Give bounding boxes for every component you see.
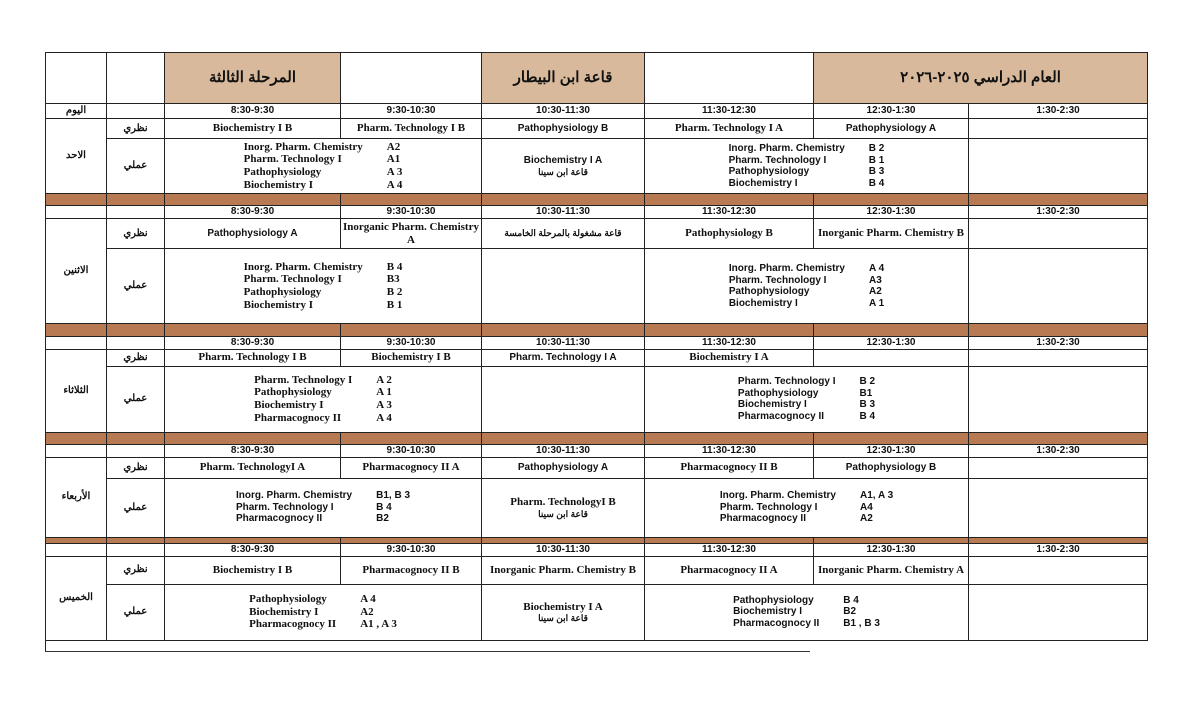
practical-entry bbox=[727, 606, 886, 618]
practical-entry bbox=[248, 412, 398, 425]
practical-entry bbox=[732, 376, 881, 388]
course-name: Biochemistry I bbox=[733, 606, 802, 618]
theory-class bbox=[969, 219, 1148, 249]
practical-midday bbox=[482, 584, 645, 640]
theory-class: Biochemistry I B bbox=[165, 119, 341, 139]
separator-cell bbox=[107, 432, 165, 444]
practical-label: عملي bbox=[107, 366, 165, 432]
practical-entry bbox=[732, 399, 881, 411]
theory-class: Biochemistry I A bbox=[645, 349, 814, 366]
time-slot: 1:30-2:30 bbox=[969, 337, 1148, 350]
day-separator bbox=[46, 432, 1148, 444]
practical-entry bbox=[230, 502, 416, 514]
practical-entry bbox=[732, 388, 881, 400]
practical-group-list bbox=[723, 263, 890, 309]
practical-row bbox=[46, 366, 1148, 432]
empty-cell bbox=[46, 337, 107, 350]
practical-group-list bbox=[714, 490, 899, 525]
practical-row bbox=[46, 478, 1148, 537]
group-code: A4 bbox=[859, 501, 873, 513]
theory-class: Pharm. Technology I A bbox=[645, 119, 814, 139]
practical-entry bbox=[723, 263, 890, 275]
empty-cell bbox=[969, 249, 1148, 324]
practical-entry bbox=[727, 595, 886, 607]
course-name: Pathophysiology bbox=[243, 166, 322, 178]
practical-entry bbox=[248, 374, 398, 387]
theory-class bbox=[969, 556, 1148, 584]
separator-cell bbox=[341, 324, 482, 337]
separator-cell bbox=[814, 432, 969, 444]
theory-class: Pharmacognocy II B bbox=[341, 556, 482, 584]
practical-group-list bbox=[243, 593, 403, 631]
practical-entry bbox=[732, 411, 881, 423]
day-separator bbox=[46, 194, 1148, 206]
practical-entry bbox=[727, 618, 886, 630]
group-code: A2 bbox=[386, 140, 401, 153]
practical-morning bbox=[165, 584, 482, 640]
theory-class: Pathophysiology A bbox=[165, 219, 341, 249]
time-slot: 9:30-10:30 bbox=[341, 206, 482, 219]
group-code: A 1 bbox=[868, 297, 885, 309]
time-slot: 10:30-11:30 bbox=[482, 104, 645, 119]
course-name: Pharmacognocy II bbox=[249, 618, 337, 631]
room-name: قاعة ابن سينا bbox=[538, 166, 588, 177]
theory-label: نظري bbox=[107, 457, 165, 478]
group-code: B 2 bbox=[386, 286, 403, 298]
time-slot: 1:30-2:30 bbox=[969, 104, 1148, 119]
course-name: Inorg. Pharm. Chemistry bbox=[235, 490, 353, 502]
course-name: Biochemistry I bbox=[249, 605, 319, 618]
header-empty-cell bbox=[107, 53, 165, 104]
theory-class: قاعة مشغولة بالمرحلة الخامسة bbox=[482, 219, 645, 249]
empty-cell bbox=[107, 206, 165, 219]
time-slot: 8:30-9:30 bbox=[165, 337, 341, 350]
time-row bbox=[46, 543, 1148, 556]
practical-group-list bbox=[238, 141, 409, 192]
practical-group-list bbox=[248, 374, 398, 425]
theory-class: Pharmacognocy II A bbox=[341, 457, 482, 478]
practical-midday bbox=[482, 478, 645, 537]
theory-row bbox=[46, 457, 1148, 478]
empty-cell bbox=[46, 444, 107, 457]
time-slot: 11:30-12:30 bbox=[645, 337, 814, 350]
separator-cell bbox=[482, 194, 645, 206]
theory-label: نظري bbox=[107, 119, 165, 139]
practical-entry bbox=[243, 606, 403, 619]
theory-class: Pathophysiology B bbox=[482, 119, 645, 139]
group-code: B 2 bbox=[868, 143, 885, 154]
separator-cell bbox=[645, 324, 814, 337]
practical-afternoon bbox=[645, 584, 969, 640]
day-name: الثلاثاء bbox=[46, 349, 107, 432]
group-code: B 4 bbox=[868, 177, 885, 189]
group-code: A 3 bbox=[386, 166, 403, 178]
practical-label: عملي bbox=[107, 249, 165, 324]
course-name: Pharmacognocy II bbox=[254, 411, 342, 424]
course-name: Biochemistry I bbox=[737, 399, 807, 410]
course-name: Pathophysiology bbox=[737, 387, 819, 399]
theory-class bbox=[969, 457, 1148, 478]
practical-row bbox=[46, 139, 1148, 194]
practical-entry bbox=[723, 178, 891, 190]
course-name: Pharm. Technology I bbox=[243, 153, 342, 166]
hall-title: قاعة ابن البيطار bbox=[482, 53, 645, 104]
course-name: Pathophysiology bbox=[254, 386, 332, 399]
course-name: Biochemistry I bbox=[243, 298, 313, 311]
practical-row bbox=[46, 249, 1148, 324]
practical-entry bbox=[714, 490, 899, 502]
separator-cell bbox=[645, 194, 814, 206]
time-row bbox=[46, 337, 1148, 350]
day-name: الاحد bbox=[46, 119, 107, 194]
practical-entry bbox=[238, 286, 409, 299]
group-code: A1 bbox=[386, 153, 401, 166]
group-code: A1, A 3 bbox=[859, 490, 894, 502]
practical-entry bbox=[238, 273, 409, 286]
separator-cell bbox=[814, 194, 969, 206]
group-code: A 4 bbox=[376, 411, 392, 424]
course-name: Pharmacognocy II bbox=[737, 410, 825, 422]
practical-entry bbox=[248, 386, 398, 399]
header-empty-cell bbox=[341, 53, 482, 104]
group-code: A 4 bbox=[868, 263, 885, 274]
practical-entry bbox=[723, 298, 890, 310]
separator-cell bbox=[482, 324, 645, 337]
practical-entry bbox=[714, 513, 899, 525]
theory-class bbox=[814, 349, 969, 366]
separator-cell bbox=[46, 194, 107, 206]
separator-cell bbox=[165, 194, 341, 206]
course-name: Pharm. Technology I bbox=[728, 274, 827, 286]
course-name: Pathophysiology bbox=[728, 286, 810, 297]
group-code: A2 bbox=[868, 286, 882, 297]
group-code: A3 bbox=[868, 274, 882, 286]
room-name: قاعة ابن سينا bbox=[538, 508, 588, 519]
practical-entry bbox=[238, 261, 409, 274]
time-slot: 12:30-1:30 bbox=[814, 543, 969, 556]
time-slot: 10:30-11:30 bbox=[482, 543, 645, 556]
academic-year-title: العام الدراسي ٢٠٢٥-٢٠٢٦ bbox=[814, 53, 1148, 104]
group-code: A2 bbox=[360, 605, 374, 618]
course-name: Pharmacognocy II bbox=[719, 513, 806, 525]
practical-class: Pharm. TechnologyI B bbox=[510, 496, 616, 508]
empty-cell bbox=[969, 139, 1148, 194]
day-name: الاثنين bbox=[46, 219, 107, 324]
theory-class: Inorganic Pharm. Chemistry A bbox=[814, 556, 969, 584]
group-code: B 4 bbox=[859, 410, 876, 422]
day-name: الأربعاء bbox=[46, 457, 107, 537]
separator-cell bbox=[107, 194, 165, 206]
practical-entry bbox=[723, 286, 890, 298]
separator-cell bbox=[107, 324, 165, 337]
course-name: Inorg. Pharm. Chemistry bbox=[243, 260, 363, 273]
time-slot: 12:30-1:30 bbox=[814, 206, 969, 219]
day-separator bbox=[46, 324, 1148, 337]
schedule-table bbox=[45, 52, 1148, 652]
practical-group-list bbox=[230, 490, 416, 525]
practical-morning bbox=[165, 139, 482, 194]
theory-row bbox=[46, 556, 1148, 584]
group-code: B 4 bbox=[386, 260, 403, 273]
time-slot: 10:30-11:30 bbox=[482, 337, 645, 350]
practical-entry bbox=[230, 490, 416, 502]
practical-class: Biochemistry I A bbox=[523, 155, 603, 167]
course-name: Pathophysiology bbox=[249, 593, 327, 606]
separator-cell bbox=[46, 432, 107, 444]
theory-class: Inorganic Pharm. Chemistry B bbox=[814, 219, 969, 249]
practical-entry bbox=[723, 155, 891, 167]
theory-class: Pathophysiology A bbox=[814, 119, 969, 139]
practical-entry bbox=[238, 141, 409, 154]
empty-cell bbox=[107, 543, 165, 556]
practical-midday bbox=[482, 139, 645, 194]
empty-cell bbox=[46, 206, 107, 219]
practical-label: عملي bbox=[107, 139, 165, 194]
separator-cell bbox=[341, 432, 482, 444]
time-slot: 1:30-2:30 bbox=[969, 206, 1148, 219]
group-code: B2 bbox=[843, 606, 857, 618]
practical-morning bbox=[165, 366, 482, 432]
group-code: B1, B 3 bbox=[376, 490, 411, 502]
time-row bbox=[46, 444, 1148, 457]
practical-group-list bbox=[723, 143, 891, 189]
practical-entry bbox=[238, 299, 409, 312]
course-name: Biochemistry I bbox=[728, 297, 798, 309]
time-row bbox=[46, 104, 1148, 119]
practical-entry bbox=[723, 143, 891, 155]
time-slot: 8:30-9:30 bbox=[165, 104, 341, 119]
time-row bbox=[46, 206, 1148, 219]
theory-class: Pharmacognocy II A bbox=[645, 556, 814, 584]
course-name: Pharmacognocy II bbox=[235, 513, 323, 525]
group-code: A 4 bbox=[360, 593, 376, 606]
group-code: B 2 bbox=[859, 376, 876, 387]
theory-label: نظري bbox=[107, 349, 165, 366]
stage-title: المرحلة الثالثة bbox=[165, 53, 341, 104]
practical-morning bbox=[165, 478, 482, 537]
separator-cell bbox=[46, 324, 107, 337]
empty-cell bbox=[107, 104, 165, 119]
group-code: B 4 bbox=[376, 501, 392, 513]
empty-cell bbox=[969, 478, 1148, 537]
practical-class: Biochemistry I A bbox=[523, 600, 603, 613]
practical-morning bbox=[165, 249, 482, 324]
time-slot: 11:30-12:30 bbox=[645, 104, 814, 119]
group-code: B2 bbox=[376, 513, 389, 525]
group-code: B1 bbox=[859, 387, 873, 399]
practical-entry bbox=[723, 275, 890, 287]
theory-class: Inorganic Pharm. Chemistry B bbox=[482, 556, 645, 584]
time-slot: 10:30-11:30 bbox=[482, 206, 645, 219]
room-name: قاعة ابن سينا bbox=[538, 613, 588, 624]
day-name: الخميس bbox=[46, 556, 107, 640]
group-code: B1 , B 3 bbox=[843, 617, 880, 629]
course-name: Inorg. Pharm. Chemistry bbox=[728, 263, 845, 274]
theory-class: Pharmacognocy II B bbox=[645, 457, 814, 478]
course-name: Pathophysiology bbox=[733, 594, 814, 606]
theory-row bbox=[46, 119, 1148, 139]
time-slot: 11:30-12:30 bbox=[645, 543, 814, 556]
practical-label: عملي bbox=[107, 478, 165, 537]
practical-midday bbox=[482, 366, 645, 432]
time-slot: 9:30-10:30 bbox=[341, 543, 482, 556]
course-name: Pathophysiology bbox=[728, 166, 810, 177]
practical-afternoon bbox=[645, 478, 969, 537]
course-name: Pharm. Technology I bbox=[235, 501, 334, 513]
theory-class: Pathophysiology B bbox=[645, 219, 814, 249]
group-code: A 2 bbox=[376, 373, 392, 386]
group-code: B 4 bbox=[843, 594, 859, 606]
empty-cell bbox=[107, 337, 165, 350]
theory-label: نظري bbox=[107, 219, 165, 249]
group-code: A2 bbox=[859, 513, 873, 525]
time-slot: 10:30-11:30 bbox=[482, 444, 645, 457]
group-code: A 4 bbox=[386, 178, 403, 191]
time-slot: 12:30-1:30 bbox=[814, 444, 969, 457]
theory-class: Pathophysiology A bbox=[482, 457, 645, 478]
time-slot: 9:30-10:30 bbox=[341, 337, 482, 350]
course-name: Pharm. Technology I bbox=[243, 273, 342, 286]
group-code: A 1 bbox=[376, 386, 392, 399]
theory-class: Biochemistry I B bbox=[341, 349, 482, 366]
course-name: Inorg. Pharm. Chemistry bbox=[719, 490, 836, 502]
separator-cell bbox=[969, 194, 1148, 206]
course-name: Pharm. Technology I bbox=[254, 373, 353, 386]
practical-afternoon bbox=[645, 366, 969, 432]
separator-cell bbox=[165, 324, 341, 337]
theory-label: نظري bbox=[107, 556, 165, 584]
footer-line bbox=[45, 651, 810, 652]
day-column-label: اليوم bbox=[46, 104, 107, 119]
practical-afternoon bbox=[645, 249, 969, 324]
practical-entry bbox=[243, 618, 403, 631]
group-code: B 1 bbox=[868, 154, 885, 166]
practical-entry bbox=[238, 179, 409, 192]
practical-group-list bbox=[238, 261, 409, 312]
time-slot: 9:30-10:30 bbox=[341, 444, 482, 457]
group-code: A 3 bbox=[376, 399, 392, 411]
course-name: Pharmacognocy II bbox=[733, 617, 820, 629]
group-code: A1 , A 3 bbox=[360, 618, 397, 631]
time-slot: 8:30-9:30 bbox=[165, 543, 341, 556]
group-code: B 3 bbox=[859, 399, 876, 410]
group-code: B3 bbox=[386, 273, 400, 286]
course-name: Pharm. Technology I bbox=[728, 154, 827, 166]
group-code: B 3 bbox=[868, 166, 885, 177]
practical-entry bbox=[723, 166, 891, 178]
time-slot: 1:30-2:30 bbox=[969, 543, 1148, 556]
time-slot: 11:30-12:30 bbox=[645, 444, 814, 457]
practical-midday bbox=[482, 249, 645, 324]
theory-class: Pharm. Technology I B bbox=[165, 349, 341, 366]
course-name: Biochemistry I bbox=[254, 399, 324, 411]
time-slot: 9:30-10:30 bbox=[341, 104, 482, 119]
theory-class: Inorganic Pharm. Chemistry A bbox=[341, 219, 482, 249]
empty-cell bbox=[46, 543, 107, 556]
theory-class bbox=[969, 119, 1148, 139]
time-slot: 12:30-1:30 bbox=[814, 104, 969, 119]
header-row bbox=[46, 53, 1148, 104]
group-code: B 1 bbox=[386, 298, 403, 311]
separator-cell bbox=[165, 432, 341, 444]
practical-entry bbox=[238, 166, 409, 179]
time-slot: 8:30-9:30 bbox=[165, 444, 341, 457]
theory-row bbox=[46, 219, 1148, 249]
theory-class: Pharm. TechnologyI A bbox=[165, 457, 341, 478]
time-slot: 8:30-9:30 bbox=[165, 206, 341, 219]
theory-class: Pharm. Technology I B bbox=[341, 119, 482, 139]
practical-entry bbox=[230, 513, 416, 525]
separator-cell bbox=[814, 324, 969, 337]
practical-entry bbox=[714, 502, 899, 514]
practical-group-list bbox=[732, 376, 881, 422]
course-name: Pharm. Technology I bbox=[719, 501, 818, 513]
separator-cell bbox=[341, 194, 482, 206]
time-slot: 11:30-12:30 bbox=[645, 206, 814, 219]
separator-cell bbox=[482, 432, 645, 444]
course-name: Biochemistry I bbox=[728, 177, 798, 189]
course-name: Inorg. Pharm. Chemistry bbox=[728, 143, 845, 154]
practical-label: عملي bbox=[107, 584, 165, 640]
theory-class: Pathophysiology B bbox=[814, 457, 969, 478]
practical-entry bbox=[243, 593, 403, 606]
header-empty-cell bbox=[46, 53, 107, 104]
empty-cell bbox=[107, 444, 165, 457]
course-name: Pathophysiology bbox=[243, 286, 322, 298]
time-slot: 1:30-2:30 bbox=[969, 444, 1148, 457]
practical-group-list bbox=[727, 595, 886, 630]
header-empty-cell bbox=[645, 53, 814, 104]
course-name: Biochemistry I bbox=[243, 178, 313, 191]
separator-cell bbox=[969, 432, 1148, 444]
empty-cell bbox=[969, 366, 1148, 432]
practical-entry bbox=[238, 153, 409, 166]
practical-afternoon bbox=[645, 139, 969, 194]
empty-cell bbox=[969, 584, 1148, 640]
separator-cell bbox=[645, 432, 814, 444]
theory-class bbox=[969, 349, 1148, 366]
time-slot: 12:30-1:30 bbox=[814, 337, 969, 350]
course-name: Inorg. Pharm. Chemistry bbox=[243, 140, 363, 153]
separator-cell bbox=[969, 324, 1148, 337]
theory-class: Pharm. Technology I A bbox=[482, 349, 645, 366]
practical-row bbox=[46, 584, 1148, 640]
practical-entry bbox=[248, 399, 398, 412]
theory-class: Biochemistry I B bbox=[165, 556, 341, 584]
course-name: Pharm. Technology I bbox=[737, 376, 836, 387]
theory-row bbox=[46, 349, 1148, 366]
